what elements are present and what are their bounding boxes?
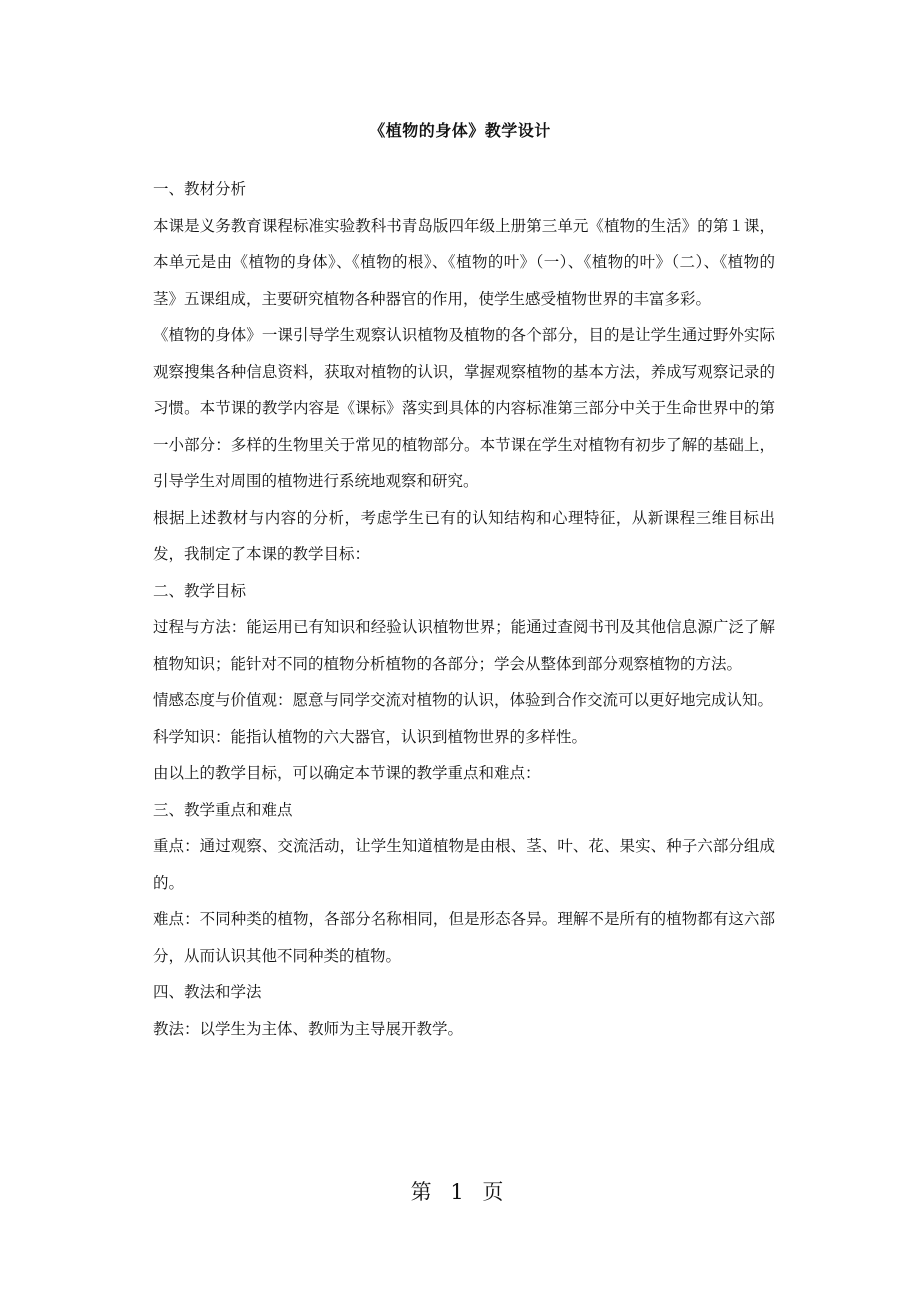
paragraph-science-knowledge: 科学知识：能指认植物的六大器官，认识到植物世界的多样性。 [153, 727, 588, 746]
page-number: 第 1 页 [410, 1180, 510, 1204]
paragraph-key-point: 重点：通过观察、交流活动，让学生知道植物是由根、茎、叶、花、果实、种子六部分组成的。 [153, 837, 775, 892]
paragraph-lesson-overview: 《植物的身体》一课引导学生观察认识植物及植物的各个部分，目的是让学生通过野外实际观察搜集各种信息资料，获取对植物的认识，掌握观察植物的基本方法，养成写观察记录的习惯。本节课的教学内容是《课标》落实到具体的内容标准第三部分中关于生命世界中的第一小部分：多样的生物里关于常见的植物部分。本节课在学生对植物有初步了解的基础上，引导学生对周围的植物进行系统地观察和研究。 [153, 326, 775, 490]
document-title: 《植物的身体》教学设计 [369, 121, 551, 140]
paragraph-difficult-point: 难点：不同种类的植物，各部分名称相同，但是形态各异。理解不是所有的植物都有这六部分，从而认识其他不同种类的植物。 [153, 910, 775, 965]
section-heading-methods: 四、教法和学法 [153, 983, 262, 1001]
paragraph-unit-overview: 本课是义务教育课程标准实验教科书青岛版四年级上册第三单元《植物的生活》的第１课，本单元是由《植物的身体》、《植物的根》、《植物的叶》（一）、《植物的叶》（二）、《植物的茎》五课组成，主要研究植物各种器官的作用，使学生感受植物世界的丰富多彩。 [153, 216, 775, 308]
paragraph-emotion-values: 情感态度与价值观：愿意与同学交流对植物的认识，体验到合作交流可以更好地完成认知。 [153, 691, 774, 709]
section-heading-textbook-analysis: 一、教材分析 [153, 180, 247, 198]
document-body [153, 171, 775, 1047]
paragraph-goal-intro: 根据上述教材与内容的分析，考虑学生已有的认知结构和心理特征，从新课程三维目标出发，我制定了本课的教学目标： [153, 508, 775, 563]
section-heading-key-difficult-points: 三、教学重点和难点 [153, 800, 293, 819]
section-heading-teaching-goals: 二、教学目标 [153, 581, 247, 600]
paragraph-key-points-intro: 由以上的教学目标，可以确定本节课的教学重点和难点： [153, 764, 541, 782]
paragraph-process-method: 过程与方法：能运用已有知识和经验认识植物世界；能通过查阅书刊及其他信息源广泛了解植物知识；能针对不同的植物分析植物的各部分；学会从整体到部分观察植物的方法。 [153, 618, 775, 673]
paragraph-teaching-method: 教法：以学生为主体、教师为主导展开教学。 [153, 1019, 464, 1038]
